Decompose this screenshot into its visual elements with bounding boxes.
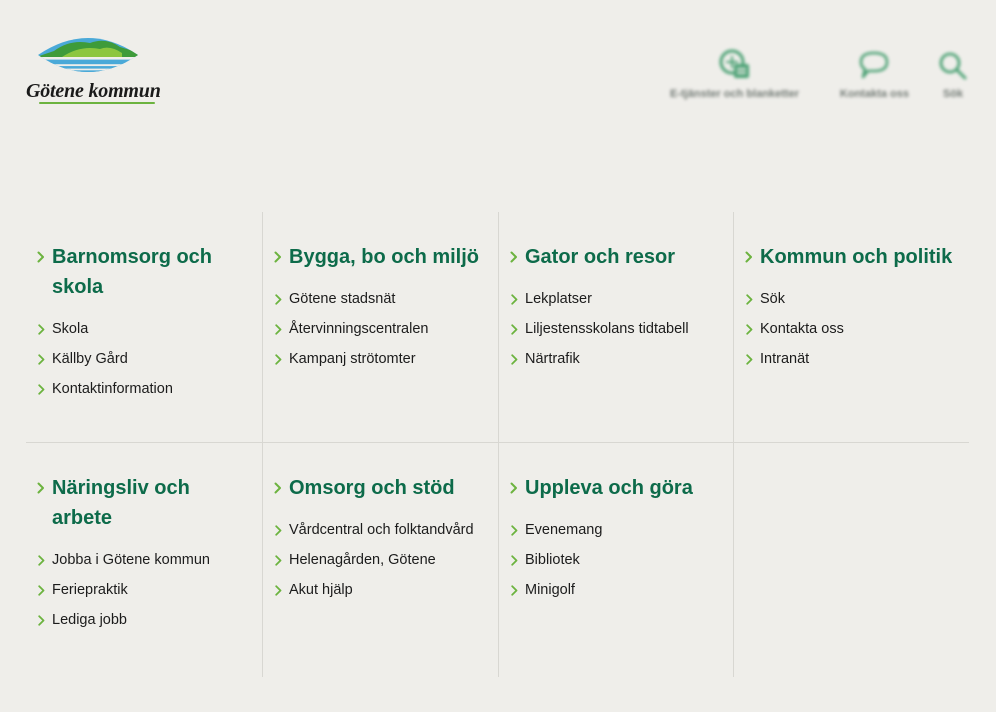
category-link[interactable] <box>289 284 486 314</box>
category-link[interactable] <box>52 545 250 575</box>
chevron-right-icon <box>38 579 52 601</box>
chevron-right-icon <box>274 242 289 272</box>
link-label: Evenemang <box>525 522 603 538</box>
category-title-link[interactable] <box>525 242 721 272</box>
category-title-link[interactable] <box>289 242 486 272</box>
category-title: Barnomsorg och skola <box>52 246 213 298</box>
contact-link[interactable] <box>840 48 909 100</box>
link-label: Lediga jobb <box>52 612 127 628</box>
empty-card <box>733 443 969 677</box>
logo-text: Götene kommun <box>26 80 161 102</box>
link-list <box>760 284 957 374</box>
category-link[interactable] <box>52 605 250 635</box>
logo-underline <box>39 102 155 104</box>
category-link[interactable] <box>289 545 486 575</box>
category-link[interactable] <box>289 314 486 344</box>
category-link[interactable] <box>289 515 486 545</box>
category-link[interactable] <box>525 314 721 344</box>
chevron-right-icon <box>37 473 52 503</box>
category-card <box>498 212 733 443</box>
chevron-right-icon <box>745 242 760 272</box>
chevron-right-icon <box>275 549 289 571</box>
chevron-right-icon <box>510 242 525 272</box>
category-link[interactable] <box>289 575 486 605</box>
chevron-right-icon <box>746 288 760 310</box>
category-card <box>26 212 262 443</box>
category-title-link[interactable] <box>760 242 957 272</box>
chevron-right-icon <box>38 549 52 571</box>
link-label: Minigolf <box>525 582 575 598</box>
category-link[interactable] <box>525 575 721 605</box>
link-list <box>289 284 486 374</box>
chevron-right-icon <box>511 549 525 571</box>
category-card <box>26 443 262 677</box>
category-card <box>498 443 733 677</box>
category-link[interactable] <box>52 314 250 344</box>
category-link[interactable] <box>52 575 250 605</box>
link-label: Skola <box>52 321 89 337</box>
link-label: Liljestensskolans tidtabell <box>525 321 689 337</box>
category-link[interactable] <box>760 314 957 344</box>
link-label: Kontaktinformation <box>52 381 173 397</box>
chevron-right-icon <box>38 318 52 340</box>
search-label: Sök <box>942 88 964 100</box>
link-label: Helenagården, Götene <box>289 552 436 568</box>
category-link[interactable] <box>52 374 250 404</box>
link-list <box>525 515 721 605</box>
link-label: Lekplatser <box>525 291 592 307</box>
chevron-right-icon <box>275 579 289 601</box>
category-title-link[interactable] <box>525 473 721 503</box>
chevron-right-icon <box>38 609 52 631</box>
chevron-right-icon <box>275 519 289 541</box>
link-label: Kontakta oss <box>760 321 844 337</box>
category-card <box>262 443 498 677</box>
chevron-right-icon <box>37 242 52 272</box>
category-link[interactable] <box>760 344 957 374</box>
category-link[interactable] <box>525 515 721 545</box>
category-link[interactable] <box>289 344 486 374</box>
category-link[interactable] <box>525 344 721 374</box>
chevron-right-icon <box>510 473 525 503</box>
category-title: Omsorg och stöd <box>289 477 455 499</box>
link-label: Götene stadsnät <box>289 291 396 307</box>
link-label: Återvinningscentralen <box>289 321 429 337</box>
e-services-link[interactable] <box>670 48 799 100</box>
category-title-link[interactable] <box>52 242 250 302</box>
link-label: Källby Gård <box>52 351 128 367</box>
category-card <box>262 212 498 443</box>
category-link[interactable] <box>525 545 721 575</box>
category-title: Näringsliv och arbete <box>52 477 190 529</box>
search-icon <box>938 48 968 82</box>
category-link[interactable] <box>760 284 957 314</box>
chevron-right-icon <box>511 519 525 541</box>
chevron-right-icon <box>746 318 760 340</box>
chevron-right-icon <box>275 288 289 310</box>
link-label: Sök <box>760 291 785 307</box>
e-services-icon <box>718 48 752 82</box>
chevron-right-icon <box>274 473 289 503</box>
link-list <box>289 515 486 605</box>
category-title: Bygga, bo och miljö <box>289 246 480 268</box>
chevron-right-icon <box>38 348 52 370</box>
link-label: Vårdcentral och folktandvård <box>289 522 474 538</box>
link-list <box>525 284 721 374</box>
chevron-right-icon <box>38 378 52 400</box>
category-link[interactable] <box>525 284 721 314</box>
chevron-right-icon <box>275 348 289 370</box>
category-title-link[interactable] <box>52 473 250 533</box>
chevron-right-icon <box>746 348 760 370</box>
category-title-link[interactable] <box>289 473 486 503</box>
logo-emblem-icon <box>36 33 140 79</box>
category-title: Uppleva och göra <box>525 477 693 499</box>
link-label: Bibliotek <box>525 552 580 568</box>
contact-label: Kontakta oss <box>839 88 909 100</box>
link-label: Kampanj strötomter <box>289 351 416 367</box>
site-logo[interactable] <box>26 33 161 108</box>
link-label: Intranät <box>760 351 810 367</box>
link-label: Akut hjälp <box>289 582 353 598</box>
category-link[interactable] <box>52 344 250 374</box>
search-link[interactable] <box>938 48 968 100</box>
chevron-right-icon <box>511 288 525 310</box>
link-list <box>52 545 250 635</box>
chevron-right-icon <box>275 318 289 340</box>
chevron-right-icon <box>511 579 525 601</box>
category-title: Kommun och politik <box>760 246 953 268</box>
e-services-label: E-tjänster och blanketter <box>670 88 799 100</box>
link-label: Feriepraktik <box>52 582 128 598</box>
link-list <box>52 314 250 404</box>
link-label: Närtrafik <box>525 351 580 367</box>
chevron-right-icon <box>511 318 525 340</box>
link-label: Jobba i Götene kommun <box>52 552 210 568</box>
category-title: Gator och resor <box>525 246 676 268</box>
category-grid <box>26 212 969 677</box>
chevron-right-icon <box>511 348 525 370</box>
chat-bubble-icon <box>857 48 891 82</box>
category-card <box>733 212 969 443</box>
